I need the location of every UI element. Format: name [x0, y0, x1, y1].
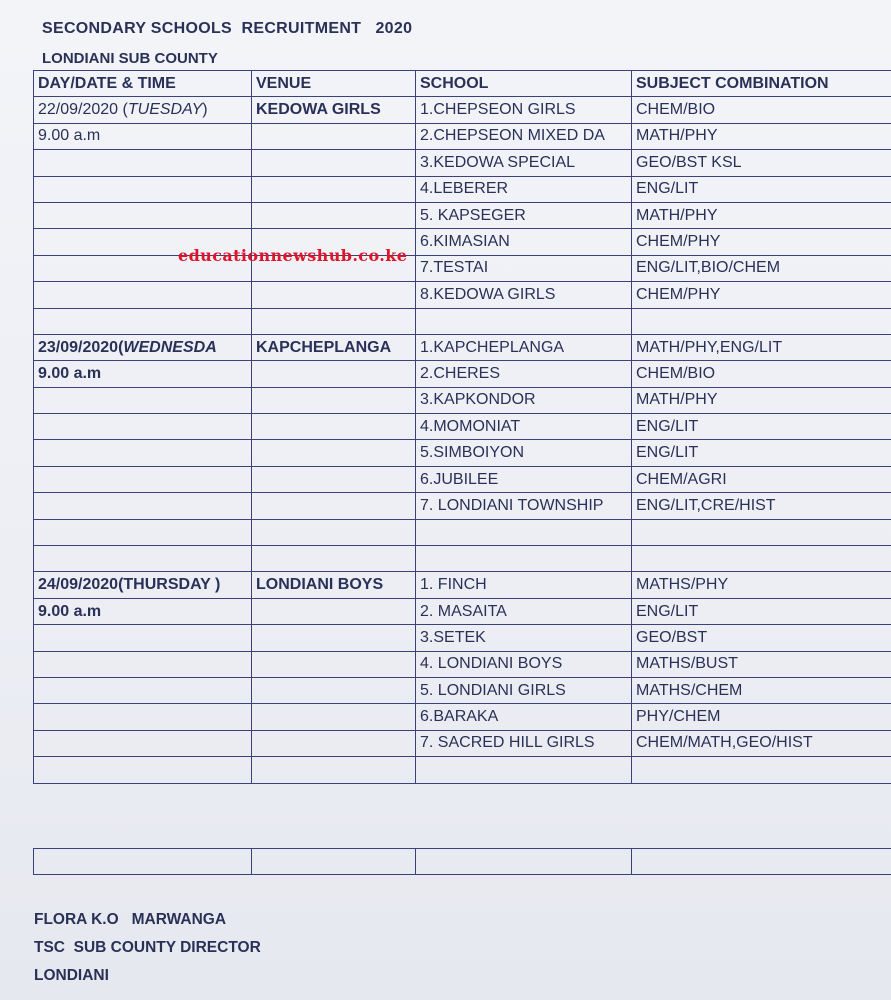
- school-cell: 2.CHEPSEON MIXED DA: [416, 123, 632, 149]
- empty-cell: [34, 308, 252, 334]
- subject-combination-cell: MATHS/BUST: [632, 651, 891, 677]
- subject-combination-cell: MATH/PHY: [632, 202, 891, 228]
- subject-combination-cell: CHEM/AGRI: [632, 466, 891, 492]
- table-row: [34, 572, 891, 598]
- table-row: [34, 651, 891, 677]
- subject-combination-cell: ENG/LIT,BIO/CHEM: [632, 255, 891, 281]
- empty-cell: [252, 493, 416, 519]
- time-cell: 9.00 a.m: [34, 361, 252, 387]
- subject-combination-cell: MATHS/PHY: [632, 572, 891, 598]
- school-cell: 3.KEDOWA SPECIAL: [416, 150, 632, 176]
- time-cell: 9.00 a.m: [34, 598, 252, 624]
- table-row: [34, 202, 891, 228]
- venue-cell: LONDIANI BOYS: [252, 572, 416, 598]
- date-cell: [34, 334, 252, 360]
- subject-combination-cell: ENG/LIT: [632, 414, 891, 440]
- school-cell: 5.SIMBOIYON: [416, 440, 632, 466]
- empty-cell: [34, 466, 252, 492]
- date-cell: [34, 97, 252, 123]
- signatory-name: FLORA K.O MARWANGA: [34, 911, 227, 928]
- date-text: 22/09/2020 (: [38, 101, 128, 119]
- table-row: [34, 255, 891, 281]
- document-title: SECONDARY SCHOOLS RECRUITMENT 2020: [42, 20, 413, 37]
- empty-cell: [34, 493, 252, 519]
- empty-cell: [252, 519, 416, 545]
- empty-cell: [34, 440, 252, 466]
- subject-combination-cell: CHEM/PHY: [632, 229, 891, 255]
- empty-cell: [34, 677, 252, 703]
- empty-cell: [252, 730, 416, 756]
- subject-combination-cell: [632, 519, 891, 545]
- empty-cell: [252, 440, 416, 466]
- subject-combination-cell: CHEM/BIO: [632, 361, 891, 387]
- subject-combination-cell: CHEM/BIO: [632, 97, 891, 123]
- document-subtitle: LONDIANI SUB COUNTY: [42, 50, 218, 67]
- empty-cell: [34, 150, 252, 176]
- school-cell: 7. LONDIANI TOWNSHIP: [416, 493, 632, 519]
- subject-combination-cell: ENG/LIT: [632, 598, 891, 624]
- table-row: [34, 150, 891, 176]
- signatory-location: LONDIANI: [34, 967, 109, 984]
- table-row: [34, 493, 891, 519]
- table-header-row: [34, 71, 891, 97]
- subject-combination-cell: ENG/LIT: [632, 176, 891, 202]
- table-row: [34, 519, 891, 545]
- date-text: 23/09/2020(: [38, 338, 124, 356]
- column-header-venue: VENUE: [252, 71, 416, 97]
- table-row: [34, 757, 891, 783]
- empty-cell: [34, 625, 252, 651]
- empty-cell: [34, 757, 252, 783]
- school-cell: 2.CHERES: [416, 361, 632, 387]
- signature-block: [34, 906, 261, 990]
- school-cell: [416, 308, 632, 334]
- subject-combination-cell: MATH/PHY: [632, 387, 891, 413]
- school-cell: 5. LONDIANI GIRLS: [416, 677, 632, 703]
- subject-combination-cell: [632, 546, 891, 572]
- subject-combination-cell: ENG/LIT,CRE/HIST: [632, 493, 891, 519]
- subject-combination-cell: ENG/LIT: [632, 440, 891, 466]
- empty-cell: [252, 757, 416, 783]
- empty-cell: [252, 150, 416, 176]
- school-cell: 4.MOMONIAT: [416, 414, 632, 440]
- empty-cell: [34, 730, 252, 756]
- empty-cell: [34, 176, 252, 202]
- empty-cell: [252, 282, 416, 308]
- school-cell: 6.JUBILEE: [416, 466, 632, 492]
- table-row: [34, 334, 891, 360]
- school-cell: 1.CHEPSEON GIRLS: [416, 97, 632, 123]
- empty-cell: [34, 546, 252, 572]
- empty-cell: [34, 414, 252, 440]
- venue-cell: KEDOWA GIRLS: [252, 97, 416, 123]
- subject-combination-cell: CHEM/MATH,GEO/HIST: [632, 730, 891, 756]
- empty-cell: [252, 625, 416, 651]
- table-row: [34, 97, 891, 123]
- weekday-text: TUESDAY: [127, 101, 203, 119]
- school-cell: 1.KAPCHEPLANGA: [416, 334, 632, 360]
- empty-cell: [252, 414, 416, 440]
- date-suffix-text: ): [202, 101, 208, 119]
- school-cell: [416, 519, 632, 545]
- subject-combination-cell: GEO/BST: [632, 625, 891, 651]
- empty-cell: [252, 546, 416, 572]
- table-row: [34, 730, 891, 756]
- table-row: [34, 625, 891, 651]
- empty-cell: [34, 387, 252, 413]
- empty-cell: [252, 387, 416, 413]
- table-row: [34, 308, 891, 334]
- subject-combination-cell: PHY/CHEM: [632, 704, 891, 730]
- subject-combination-cell: MATHS/CHEM: [632, 677, 891, 703]
- empty-cell: [34, 651, 252, 677]
- empty-cell: [252, 123, 416, 149]
- table-row: [34, 466, 891, 492]
- subject-combination-cell: CHEM/PHY: [632, 282, 891, 308]
- table-row: [34, 176, 891, 202]
- table-row: [34, 361, 891, 387]
- table-row: [34, 123, 891, 149]
- school-cell: [416, 546, 632, 572]
- school-cell: 1. FINCH: [416, 572, 632, 598]
- time-cell: 9.00 a.m: [34, 123, 252, 149]
- signatory-title: TSC SUB COUNTY DIRECTOR: [34, 939, 261, 956]
- school-cell: 2. MASAITA: [416, 598, 632, 624]
- venue-cell: KAPCHEPLANGA: [252, 334, 416, 360]
- watermark-text: educationnewshub.co.ke: [178, 246, 408, 265]
- date-cell: [34, 572, 252, 598]
- subject-combination-cell: MATH/PHY: [632, 123, 891, 149]
- empty-cell: [252, 704, 416, 730]
- subject-combination-cell: [632, 757, 891, 783]
- table-row: [34, 229, 891, 255]
- empty-cell: [252, 598, 416, 624]
- school-cell: 3.KAPKONDOR: [416, 387, 632, 413]
- school-cell: 7.TESTAI: [416, 255, 632, 281]
- empty-cell: [34, 202, 252, 228]
- table-row: [34, 387, 891, 413]
- school-cell: 4. LONDIANI BOYS: [416, 651, 632, 677]
- school-cell: 4.LEBERER: [416, 176, 632, 202]
- empty-cell: [34, 282, 252, 308]
- table-row: [34, 546, 891, 572]
- empty-cell: [34, 704, 252, 730]
- empty-cell: [252, 677, 416, 703]
- column-header-date: DAY/DATE & TIME: [34, 71, 252, 97]
- table-row: [34, 414, 891, 440]
- empty-cell: [252, 361, 416, 387]
- school-cell: 3.SETEK: [416, 625, 632, 651]
- empty-cell: [252, 651, 416, 677]
- recruitment-schedule-table: [33, 70, 891, 784]
- school-cell: 8.KEDOWA GIRLS: [416, 282, 632, 308]
- school-cell: 7. SACRED HILL GIRLS: [416, 730, 632, 756]
- table-row: [34, 282, 891, 308]
- column-header-school: SCHOOL: [416, 71, 632, 97]
- empty-cell: [252, 466, 416, 492]
- subject-combination-cell: [632, 308, 891, 334]
- table-row: [34, 598, 891, 624]
- blank-footer-row: [33, 848, 891, 875]
- school-cell: [416, 757, 632, 783]
- subject-combination-cell: MATH/PHY,ENG/LIT: [632, 334, 891, 360]
- empty-cell: [252, 176, 416, 202]
- subject-combination-cell: GEO/BST KSL: [632, 150, 891, 176]
- table-row: [34, 440, 891, 466]
- date-text: 24/09/2020(THURSDAY ): [38, 576, 221, 594]
- table-row: [34, 704, 891, 730]
- empty-cell: [34, 519, 252, 545]
- weekday-text: WEDNESDA: [123, 338, 217, 356]
- empty-cell: [252, 202, 416, 228]
- table-row: [34, 677, 891, 703]
- column-header-subjects: SUBJECT COMBINATION: [632, 71, 891, 97]
- school-cell: 6.KIMASIAN: [416, 229, 632, 255]
- empty-cell: [252, 308, 416, 334]
- school-cell: 6.BARAKA: [416, 704, 632, 730]
- school-cell: 5. KAPSEGER: [416, 202, 632, 228]
